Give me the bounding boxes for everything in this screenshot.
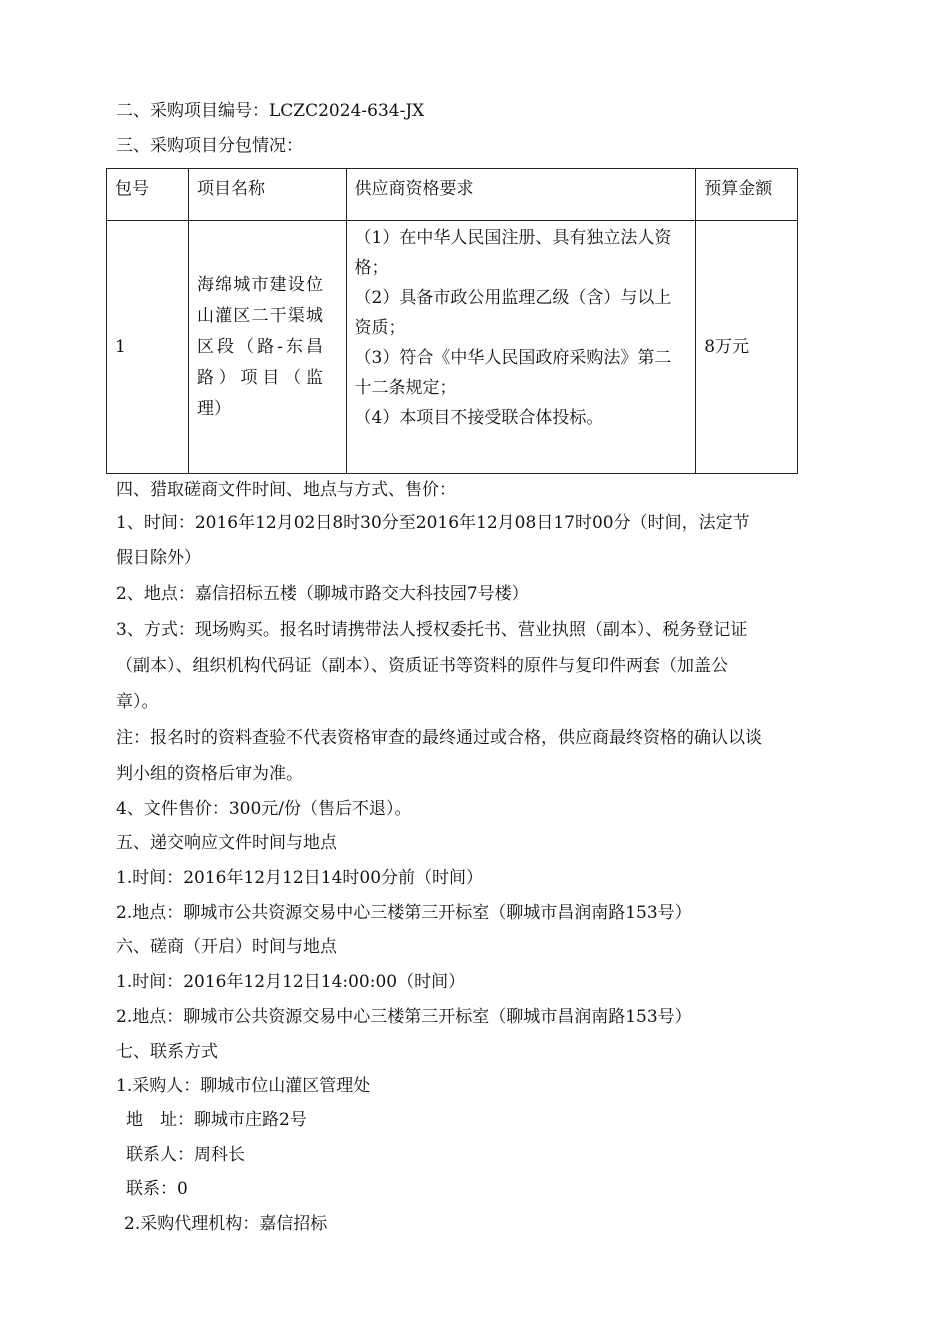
requirement-line: 十二条规定； bbox=[354, 378, 457, 398]
section-five-heading: 五、递交响应文件时间与地点 bbox=[116, 833, 337, 853]
note-line: 注：报名时的资料查验不代表资格审查的最终通过或合格，供应商最终资格的确认以谈 bbox=[116, 728, 762, 748]
header-project-name: 项目名称 bbox=[188, 169, 346, 221]
purchaser-line: 1.采购人：聊城市位山灌区管理处 bbox=[116, 1076, 371, 1096]
package-section-heading: 三、采购项目分包情况： bbox=[116, 136, 303, 156]
project-name-text: 海绵城市建设位山灌区二干渠城区段（路-东昌路）项目（监理） bbox=[196, 274, 323, 419]
note-line: 判小组的资格后审为准。 bbox=[116, 764, 303, 784]
requirement-line: （1）在中华人民国注册、具有独立法人资 bbox=[354, 228, 672, 248]
cell-supplier-requirements bbox=[346, 221, 696, 474]
text-line: 假日除外） bbox=[116, 548, 201, 568]
contact-phone: 联系：0 bbox=[126, 1179, 188, 1199]
cell-budget: 8万元 bbox=[696, 221, 798, 474]
requirement-line: （2）具备市政公用监理乙级（含）与以上 bbox=[354, 288, 672, 308]
text-line: 2.地点：聊城市公共资源交易中心三楼第三开标室（聊城市昌润南路153号） bbox=[116, 1007, 692, 1027]
section-four-heading: 四、猎取磋商文件时间、地点与方式、售价： bbox=[116, 480, 456, 500]
section-six-heading: 六、磋商（开启）时间与地点 bbox=[116, 937, 337, 957]
contact-address: 地 址：聊城市庄路2号 bbox=[126, 1110, 307, 1130]
requirement-line: 格； bbox=[354, 258, 389, 278]
text-line: 3、方式：现场购买。报名时请携带法人授权委托书、营业执照（副本）、税务登记证 bbox=[116, 620, 748, 640]
text-line: 4、文件售价：300元/份（售后不退）。 bbox=[116, 799, 412, 819]
text-line: 1.时间：2016年12月12日14时00分前（时间） bbox=[116, 868, 484, 888]
header-package-number: 包号 bbox=[107, 169, 189, 221]
text-line: （副本）、组织机构代码证（副本）、资质证书等资料的原件与复印件两套（加盖公 bbox=[116, 656, 728, 676]
text-line: 1.时间：2016年12月12日14:00:00（时间） bbox=[116, 972, 466, 992]
contact-person: 联系人：周科长 bbox=[126, 1145, 245, 1165]
text-line: 章）。 bbox=[116, 692, 159, 712]
requirement-line: （3）符合《中华人民国政府采购法》第二 bbox=[354, 348, 672, 368]
package-table bbox=[106, 168, 798, 474]
header-budget: 预算金额 bbox=[696, 169, 798, 221]
text-line: 2.地点：聊城市公共资源交易中心三楼第三开标室（聊城市昌润南路153号） bbox=[116, 903, 692, 923]
text-line: 1、时间：2016年12月02日8时30分至2016年12月08日17时00分（时间，法定节 bbox=[116, 513, 750, 533]
table-row bbox=[107, 221, 798, 474]
requirement-line: 资质； bbox=[354, 318, 406, 338]
requirement-line: （4）本项目不接受联合体投标。 bbox=[354, 408, 604, 428]
table-header-row bbox=[107, 169, 798, 221]
text-line: 2、地点：嘉信招标五楼（聊城市路交大科技园7号楼） bbox=[116, 584, 529, 604]
header-supplier-requirements: 供应商资格要求 bbox=[346, 169, 696, 221]
section-seven-heading: 七、联系方式 bbox=[116, 1042, 218, 1062]
procurement-agency: 2.采购代理机构：嘉信招标 bbox=[124, 1214, 328, 1234]
cell-package-number: 1 bbox=[107, 221, 189, 474]
requirements-list bbox=[355, 221, 688, 433]
cell-project-name bbox=[188, 221, 346, 474]
procurement-number: 二、采购项目编号：LCZC2024-634-JX bbox=[116, 101, 425, 121]
